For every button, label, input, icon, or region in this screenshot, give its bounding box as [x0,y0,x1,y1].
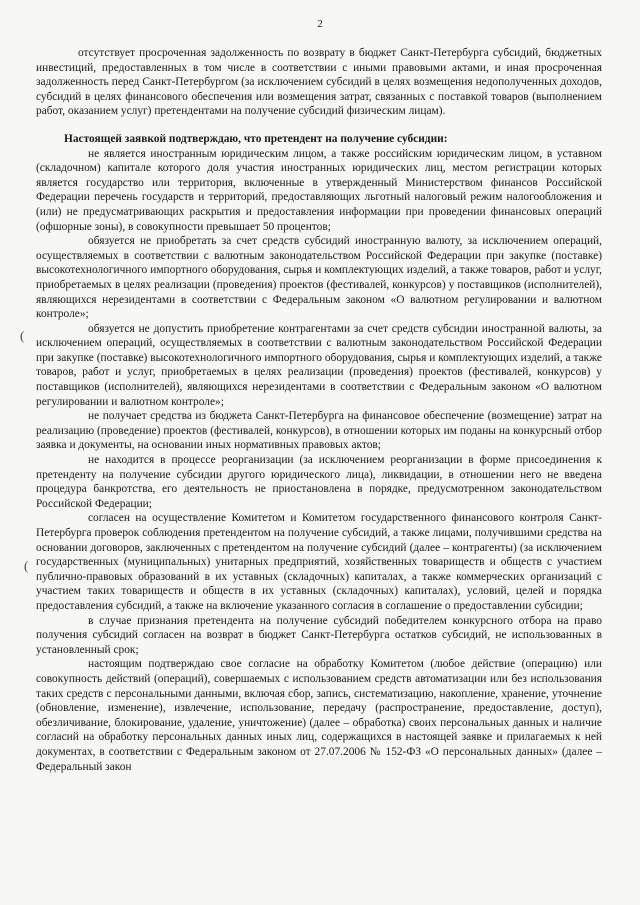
page-number: 2 [317,18,323,30]
paragraph-personal-data-consent: настоящим подтверждаю свое согласие на обработку Комитетом (любое действие (операцию) или совокупность действий (операций), совершаемых с использованием средств автоматизации или без использования таких средств с персональными данными, включая сбор, запись, систематизацию, накопление, хранение, уточнение (обновление, изменение), извлечение, использование, передачу (распространение, предоставление, доступ), обезличивание, блокирование, удаление, уничтожение) (далее – обработка) своих персональных данных и наличие согласий на обработку персональных данных иных лиц, содержащихся в настоящей заявке и прилагаемых к ней документах, в соответствии с Федеральным законом от 27.07.2006 № 152-ФЗ «О персональных данных» (далее – Федеральный закон [36,658,602,773]
paragraph-no-reorganization: не находится в процессе реорганизации (за исключением реорганизации в форме присоединения к претенденту на получение субсидии другого юридического лица), ликвидации, в отношении него не введена процедура банкротства, его деятельность не приостановлена в порядке, предусмотренном законодательством Российской Федерации; [36,454,602,510]
paragraph-audit-consent: согласен на осуществление Комитетом и Комитетом государственного финансового контроля Санкт-Петербурга проверок соблюдения претендентом на получение субсидий, а также лицами, получившими средства на основании договоров, заключенных с претендентом на получение субсидий (далее – контрагенты) (за исключением государственных (муниципальных) унитарных предприятий, хозяйственных товариществ и обществ с участием публично-правовых образований в их уставных (складочных) капиталах, а также коммерческих организаций с участием таких товариществ и обществ в их уставных (складочных) капиталах), условий, целей и порядка предоставления субсидий, а также на включение указанного согласия в соглашение о предоставлении субсидии; [36,512,602,612]
paragraph-contractors-currency: обязуется не допустить приобретение контрагентами за счет средств субсидии иностранной валюты, за исключением операций, осуществляемых в соответствии с валютным законодательством Российской Федерации при закупке (поставке) высокотехнологичного импортного оборудования, сырья и комплектующих изделий, а также товаров, работ и услуг, приобретаемых в целях реализации (проведения) проектов (фестивалей, конкурсов) у поставщиков (исполнителей), являющихся нерезидентами в соответствии с Федеральным законом «О валютном регулировании и валютном контроле»; [36,322,602,408]
paragraph-confirmation-heading: Настоящей заявкой подтверждаю, что претендент на получение субсидии: [64,132,448,145]
margin-bracket-mark: ( [20,328,25,343]
paragraph-not-foreign-entity: не является иностранным юридическим лицом, а также российским юридическим лицом, в уставном (складочном) капитале которого доля участия иностранных юридических лиц, местом регистрации которых является государство или территория, включенные в утвержденный Министерством финансов Российской Федерации перечень государств и территорий, предоставляющих льготный налоговый режим налогообложения и (или) не предусматривающих раскрытия и предоставления информации при проведении финансовых операций (офшорные зоны), в совокупности превышает 50 процентов; [36,147,602,233]
document-body [36,46,602,774]
paragraph-return-remainder: в случае признания претендента на получение субсидий победителем конкурсного отбора на право получения субсидий согласен на возврат в бюджет Санкт-Петербурга остатков субсидий, не использованных в установленный срок; [36,614,602,656]
paragraph-no-other-funding: не получает средства из бюджета Санкт-Петербурга на финансовое обеспечение (возмещение) затрат на реализацию (проведение) проектов (фестивалей, конкурсов), в отношении которых им поданы на конкурсный отбор заявка и документы, на основании иных нормативных правовых актов; [36,410,602,452]
paragraph-debt-statement: отсутствует просроченная задолженность по возврату в бюджет Санкт-Петербурга субсидий, бюджетных инвестиций, предоставленных в том числе в соответствии с иными правовыми актами, и иная просроченная задолженность перед Санкт-Петербургом (за исключением субсидий в целях возмещения недополученных доходов, субсидий в целях финансового обеспечения или возмещения затрат, связанных с поставкой товаров (выполнением работ, оказанием услуг) претендентами на получение субсидий физическим лицам). [36,47,602,118]
margin-bracket-mark: ( [24,558,29,573]
paragraph-no-foreign-currency: обязуется не приобретать за счет средств субсидий иностранную валюту, за исключением операций, осуществляемых в соответствии с валютным законодательством Российской Федерации при закупке (поставке) высокотехнологичного импортного оборудования, сырья и комплектующих изделий, а также товаров, работ и услуг, приобретаемых в целях реализации (проведения) проектов (фестивалей, конкурсов) у поставщиков (исполнителей), являющихся нерезидентами в соответствии с Федеральным законом «О валютном регулировании и валютном контроле»; [36,235,602,321]
